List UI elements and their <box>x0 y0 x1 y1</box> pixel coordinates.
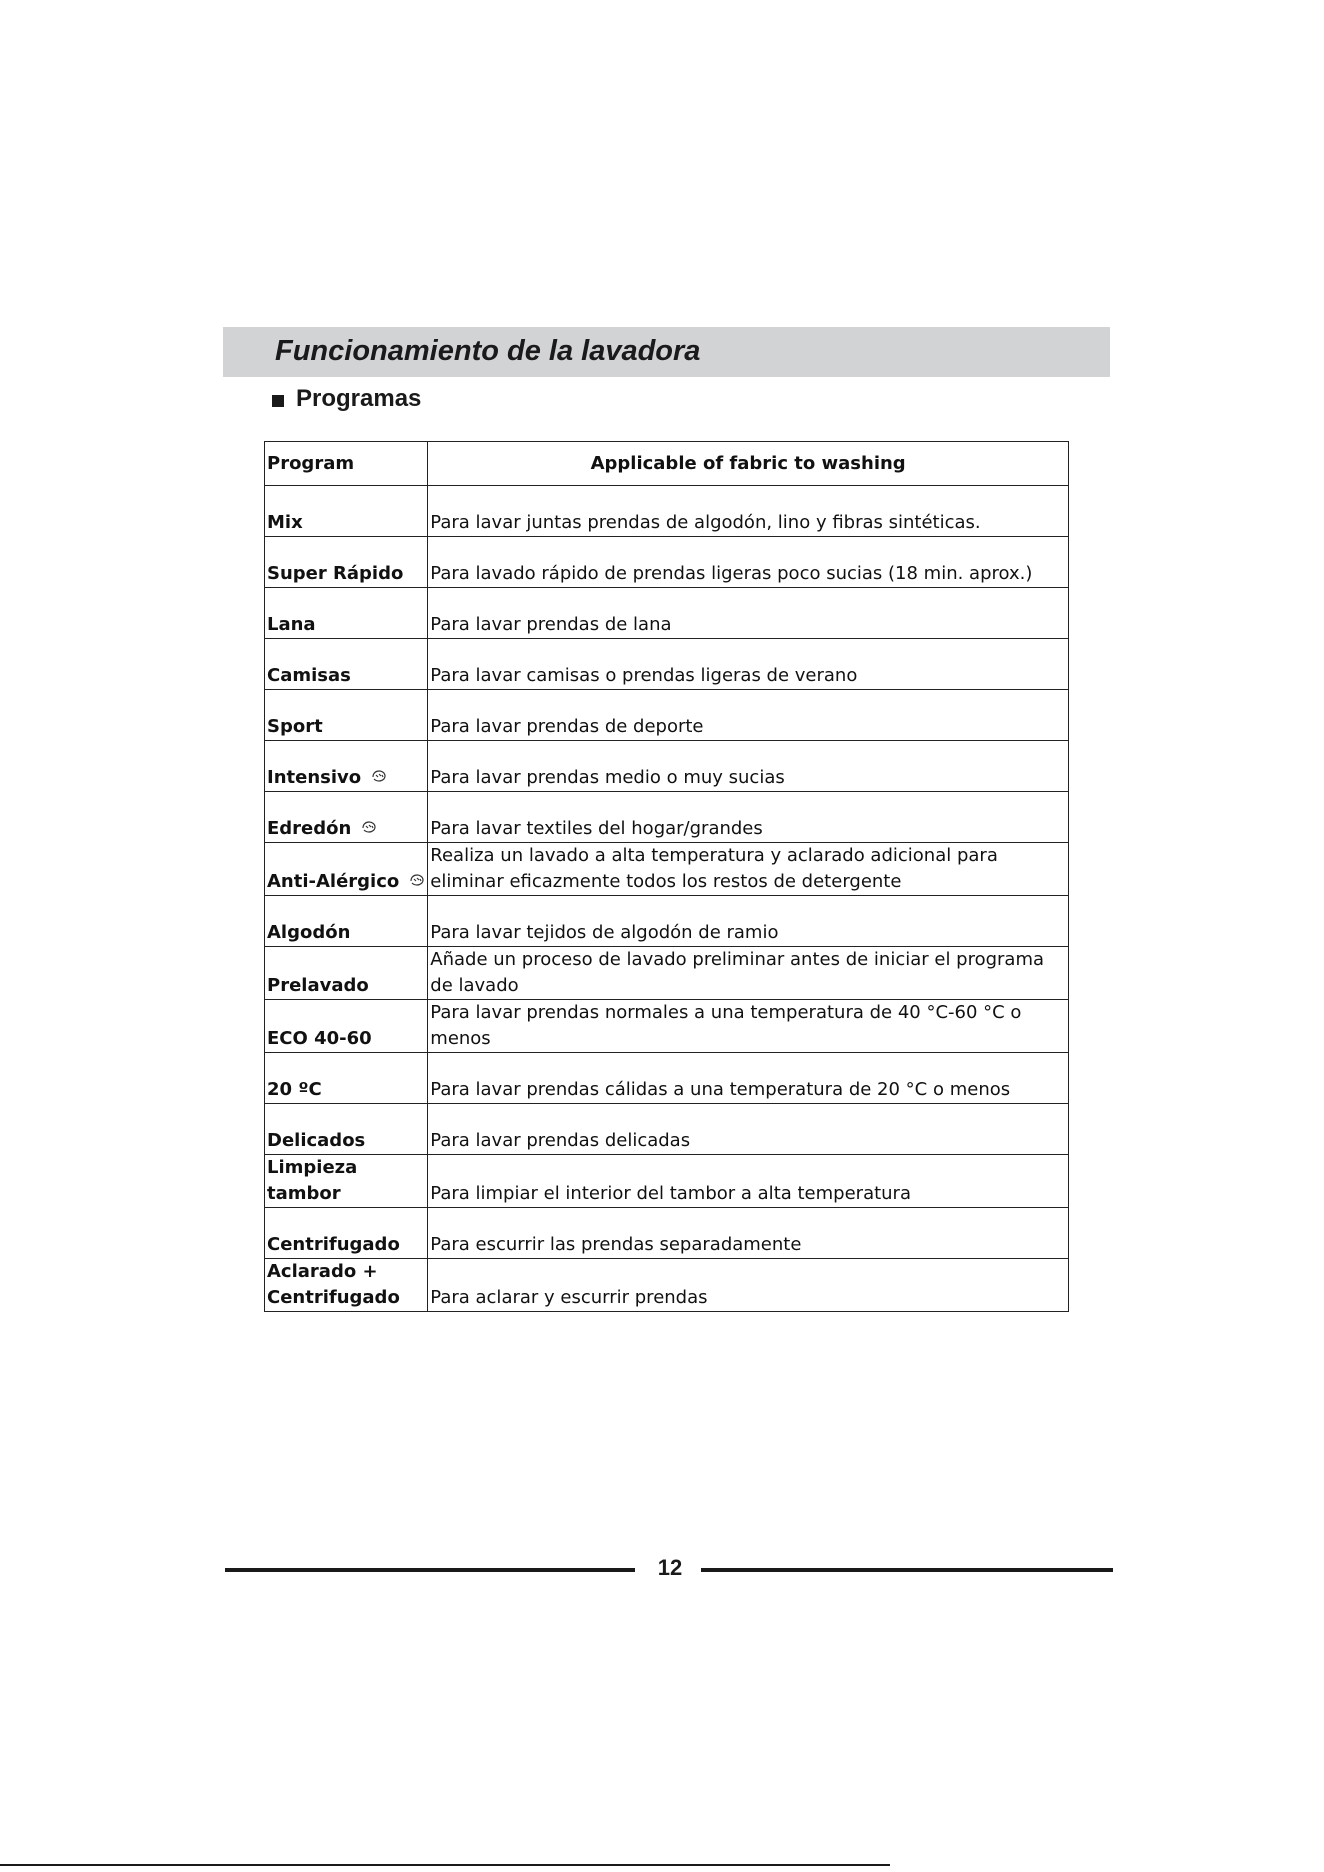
program-description: Para lavado rápido de prendas ligeras poco sucias (18 min. aprox.) <box>428 537 1069 588</box>
program-name: Anti-Alérgico <box>267 871 400 892</box>
program-name-cell <box>265 792 428 843</box>
program-name-cell <box>265 947 428 1000</box>
program-name: Prelavado <box>267 975 369 996</box>
table-row <box>265 1053 1069 1104</box>
program-name-cell <box>265 1155 428 1208</box>
table-row <box>265 1000 1069 1053</box>
table-row <box>265 947 1069 1000</box>
table-row <box>265 1259 1069 1312</box>
page-number: 12 <box>657 1555 683 1580</box>
program-description: Para lavar camisas o prendas ligeras de verano <box>428 639 1069 690</box>
program-name-cell <box>265 1053 428 1104</box>
program-description: Para lavar juntas prendas de algodón, lino y fibras sintéticas. <box>428 486 1069 537</box>
program-description: Para lavar prendas delicadas <box>428 1104 1069 1155</box>
section-heading-label: Programas <box>296 385 422 412</box>
program-description: Para lavar textiles del hogar/grandes <box>428 792 1069 843</box>
table-row <box>265 486 1069 537</box>
program-name-cell <box>265 1208 428 1259</box>
program-name-cell <box>265 741 428 792</box>
program-name-cell <box>265 537 428 588</box>
table-row <box>265 896 1069 947</box>
column-header-fabric: Applicable of fabric to washing <box>428 442 1069 486</box>
program-name-cell <box>265 690 428 741</box>
program-description: Para aclarar y escurrir prendas <box>428 1259 1069 1312</box>
table-row <box>265 1155 1069 1208</box>
program-description: Para lavar prendas de deporte <box>428 690 1069 741</box>
program-description: Para escurrir las prendas separadamente <box>428 1208 1069 1259</box>
table-row <box>265 1104 1069 1155</box>
program-name-cell <box>265 588 428 639</box>
section-heading <box>272 385 421 413</box>
title-bar <box>223 327 1110 377</box>
program-name: Camisas <box>267 665 351 686</box>
table-row <box>265 843 1069 896</box>
program-name-cell <box>265 896 428 947</box>
program-description: Realiza un lavado a alta temperatura y aclarado adicional para eliminar eficazmente todos los restos de detergente <box>428 843 1069 896</box>
program-name-cell <box>265 639 428 690</box>
footer-rule-right <box>701 1568 1113 1572</box>
program-name: Algodón <box>267 922 351 943</box>
program-name: Intensivo <box>267 767 362 788</box>
program-name-cell <box>265 1104 428 1155</box>
programs-table <box>264 441 1069 1312</box>
table-row <box>265 537 1069 588</box>
program-name-cell <box>265 1259 428 1312</box>
program-description: Para lavar tejidos de algodón de ramio <box>428 896 1069 947</box>
program-name-cell <box>265 1000 428 1053</box>
program-name: 20 ºC <box>267 1079 322 1100</box>
program-description: Para lavar prendas medio o muy sucias <box>428 741 1069 792</box>
prewash-hand-icon <box>371 765 387 791</box>
column-header-program: Program <box>265 442 428 486</box>
program-description: Para limpiar el interior del tambor a alta temperatura <box>428 1155 1069 1208</box>
program-name: ECO 40-60 <box>267 1028 372 1049</box>
program-name: Edredón <box>267 818 352 839</box>
program-description: Para lavar prendas de lana <box>428 588 1069 639</box>
program-description: Añade un proceso de lavado preliminar antes de iniciar el programa de lavado <box>428 947 1069 1000</box>
prewash-hand-icon <box>409 869 425 895</box>
square-bullet-icon <box>272 395 284 407</box>
program-name: Super Rápido <box>267 563 404 584</box>
program-name: Centrifugado <box>267 1234 400 1255</box>
program-name-cell <box>265 843 428 896</box>
bottom-rule <box>0 1864 890 1866</box>
table-row <box>265 792 1069 843</box>
program-name-cell <box>265 486 428 537</box>
program-name: Aclarado + Centrifugado <box>267 1261 400 1308</box>
program-name: Limpieza tambor <box>267 1157 358 1204</box>
table-row <box>265 690 1069 741</box>
program-name: Lana <box>267 614 316 635</box>
prewash-hand-icon <box>361 816 377 842</box>
program-name: Mix <box>267 512 303 533</box>
table-row <box>265 639 1069 690</box>
footer-rule-left <box>225 1568 635 1572</box>
table-row <box>265 741 1069 792</box>
table-header-row <box>265 442 1069 486</box>
program-name: Delicados <box>267 1130 366 1151</box>
program-name: Sport <box>267 716 323 737</box>
page-title: Funcionamiento de la lavadora <box>275 335 701 367</box>
program-description: Para lavar prendas cálidas a una temperatura de 20 °C o menos <box>428 1053 1069 1104</box>
table-row <box>265 1208 1069 1259</box>
table-row <box>265 588 1069 639</box>
program-description: Para lavar prendas normales a una temperatura de 40 °C-60 °C o menos <box>428 1000 1069 1053</box>
